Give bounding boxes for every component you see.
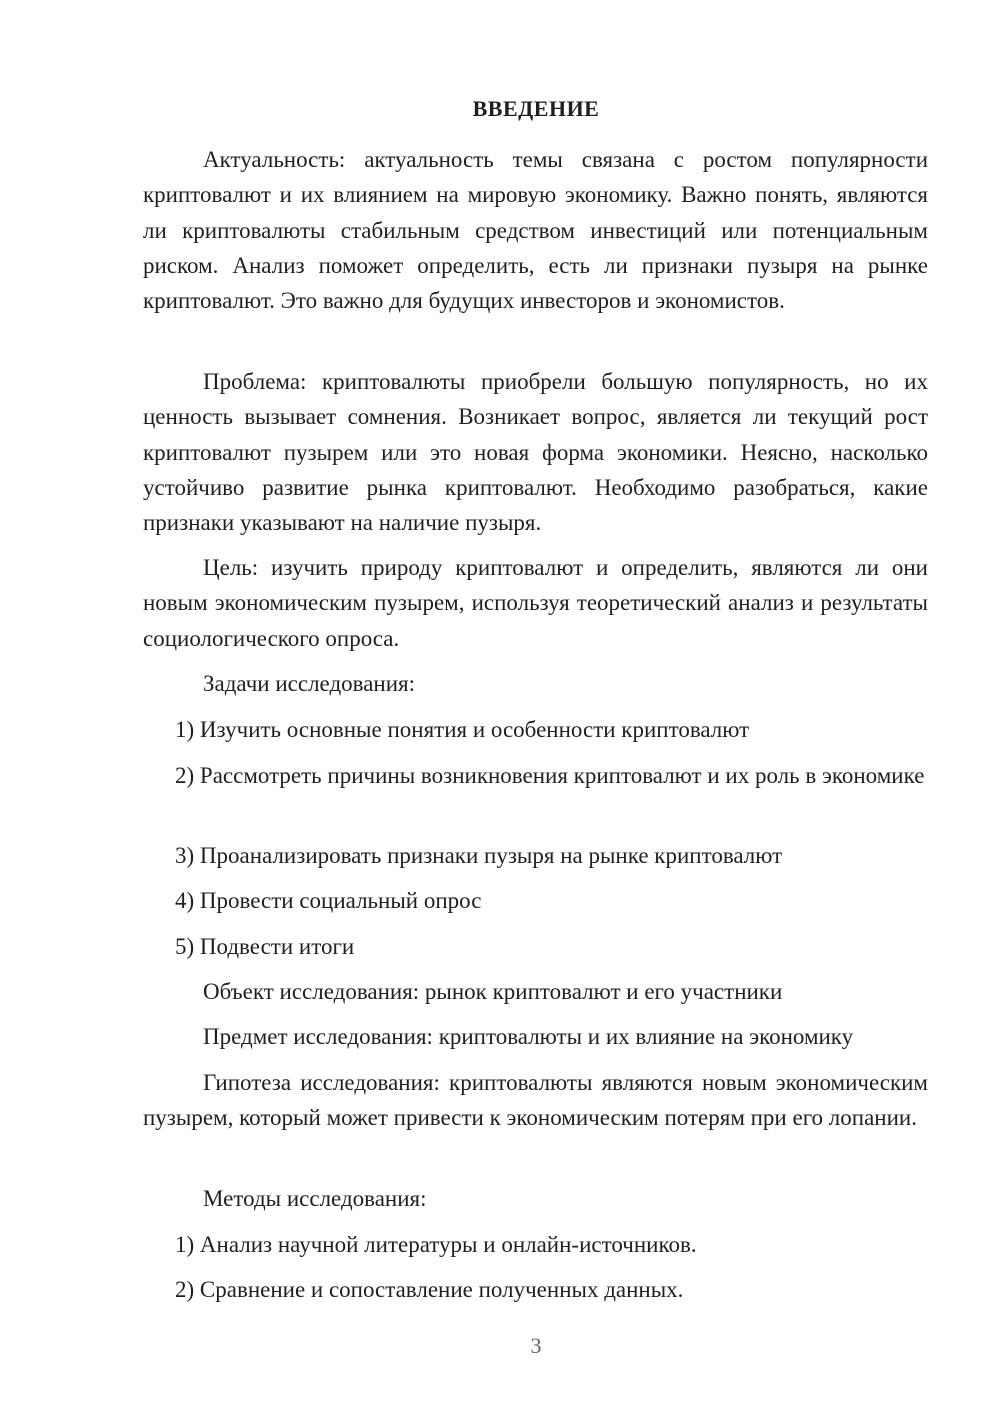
page-number: 3 [530, 1333, 542, 1358]
task-item-1: 1) Изучить основные понятия и особенности криптовалют [175, 717, 750, 742]
method-item-2: 2) Сравнение и сопоставление полученных данных. [175, 1277, 684, 1302]
paragraph-goal: Цель: изучить природу криптовалют и определить, являются ли они новым экономическим пузырем, используя теоретический анализ и результаты социологического опроса. [143, 555, 928, 651]
page-title: ВВЕДЕНИЕ [472, 96, 600, 121]
paragraph-subject: Предмет исследования: криптовалюты и их влияние на экономику [203, 1024, 854, 1049]
paragraph-hypothesis: Гипотеза исследования: криптовалюты являются новым экономическим пузырем, который может привести к экономическим потерям при его лопании. [143, 1070, 928, 1131]
method-item-1: 1) Анализ научной литературы и онлайн-источников. [175, 1232, 697, 1257]
paragraph-object: Объект исследования: рынок криптовалют и его участники [203, 979, 783, 1004]
paragraph-problem: Проблема: криптовалюты приобрели большую популярность, но их ценность вызывает сомнения. Возникает вопрос, является ли текущий рост криптовалют пузырем или это новая форма экономики. Неясно, насколько устойчиво развитие рынка криптовалют. Необходимо разобраться, какие признаки указывают на наличие пузыря. [143, 369, 928, 536]
tasks-heading: Задачи исследования: [203, 671, 416, 696]
task-item-5: 5) Подвести итоги [175, 934, 355, 959]
task-item-3: 3) Проанализировать признаки пузыря на рынке криптовалют [175, 843, 783, 868]
paragraph-relevance: Актуальность: актуальность темы связана с ростом популярности криптовалют и их влиянием на мировую экономику. Важно понять, являются ли криптовалюты стабильным средством инвестиций или потенциальным риском. Анализ поможет определить, есть ли признаки пузыря на рынке криптовалют. Это важно для будущих инвесторов и экономистов. [143, 147, 928, 314]
task-item-4: 4) Провести социальный опрос [175, 888, 482, 913]
task-item-2: 2) Рассмотреть причины возникновения криптовалют и их роль в экономике [175, 763, 925, 788]
methods-heading: Методы исследования: [203, 1186, 427, 1211]
